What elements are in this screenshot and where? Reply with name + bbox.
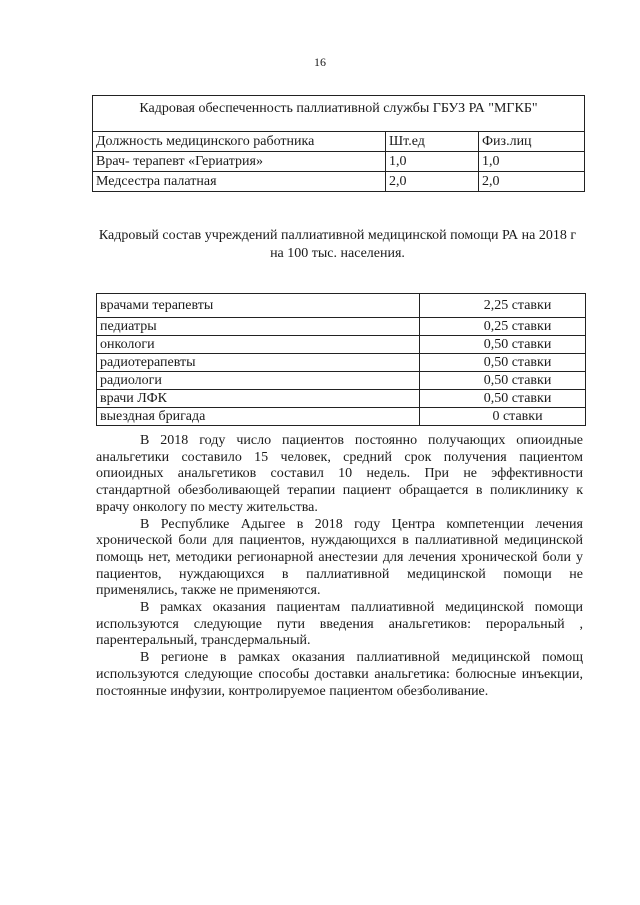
paragraph: В 2018 году число пациентов постоянно получающих опиоидные анальгетики составило 15 человек, средний срок получения пациентом опиоидных анальгетиков составил 10 недель. При не эффективности стандартной обезболивающей терапии пациент обращается в поликлинику к врачу онкологу по месту жительства. xyxy=(96,433,583,515)
cell-rate: 0,50 ставки xyxy=(483,355,552,370)
table-row xyxy=(97,294,585,318)
cell-persons: 2,0 xyxy=(482,174,500,189)
cell-rate: 0,50 ставки xyxy=(483,391,552,406)
paragraph: В рамках оказания пациентам паллиативной медицинской помощи используются следующие пути введения анальгетиков: пероральный , парентеральный, трансдермальный. xyxy=(96,600,583,649)
table-row xyxy=(97,390,585,408)
header-persons: Физ.лиц xyxy=(482,134,532,149)
cell-rate: 0 ставки xyxy=(492,409,543,424)
cell-role: педиатры xyxy=(97,318,420,335)
cell-role: врачами терапевты xyxy=(97,294,420,317)
table-row xyxy=(97,336,585,354)
cell-role: радиологи xyxy=(97,372,420,389)
staffing-table-title: Кадровая обеспеченность паллиативной службы ГБУЗ РА "МГКБ" xyxy=(93,96,584,132)
cell-persons: 1,0 xyxy=(482,154,500,169)
cell-units: 1,0 xyxy=(386,152,479,171)
cell-role: врачи ЛФК xyxy=(97,390,420,407)
cell-rate: 0,25 ставки xyxy=(483,319,552,334)
body-text xyxy=(96,433,583,700)
header-position: Должность медицинского работника xyxy=(93,132,386,151)
table-row xyxy=(97,372,585,390)
cell-role: выездная бригада xyxy=(97,408,420,425)
paragraph: В Республике Адыгее в 2018 году Центра компетенции лечения хронической боли для пациентов, нуждающихся в паллиативной медицинской помощь нет, методики регионарной анестезии для лечения хронической боли у пациентов, нуждающихся в паллиативной медицинской помощи не применялись, также не применяются. xyxy=(96,516,583,599)
table-row xyxy=(97,354,585,372)
page-number: 16 xyxy=(314,55,326,69)
cell-units: 2,0 xyxy=(386,172,479,191)
cell-role: онкологи xyxy=(97,336,420,353)
cell-rate: 0,50 ставки xyxy=(483,337,552,352)
cell-position: Медсестра палатная xyxy=(93,172,386,191)
staffing-table xyxy=(92,95,585,192)
header-units: Шт.ед xyxy=(386,132,479,151)
table-row xyxy=(97,408,585,425)
table-row xyxy=(93,172,584,191)
table-row xyxy=(97,318,585,336)
cell-rate: 2,25 ставки xyxy=(483,298,552,313)
cell-role: радиотерапевты xyxy=(97,354,420,371)
table-row xyxy=(93,152,584,172)
cell-rate: 0,50 ставки xyxy=(483,373,552,388)
section-subtitle: Кадровый состав учреждений паллиативной медицинской помощи РА на 2018 г на 100 тыс. населения. xyxy=(98,228,577,261)
paragraph: В регионе в рамках оказания паллиативной медицинской помощ используются следующие способы доставки анальгетика: болюсные инъекции, постоянные инфузии, контролируемое пациентом обезболивание. xyxy=(96,650,583,699)
staff-composition-table xyxy=(96,293,586,426)
table-header-row xyxy=(93,132,584,152)
cell-position: Врач- терапевт «Гериатрия» xyxy=(93,152,386,171)
